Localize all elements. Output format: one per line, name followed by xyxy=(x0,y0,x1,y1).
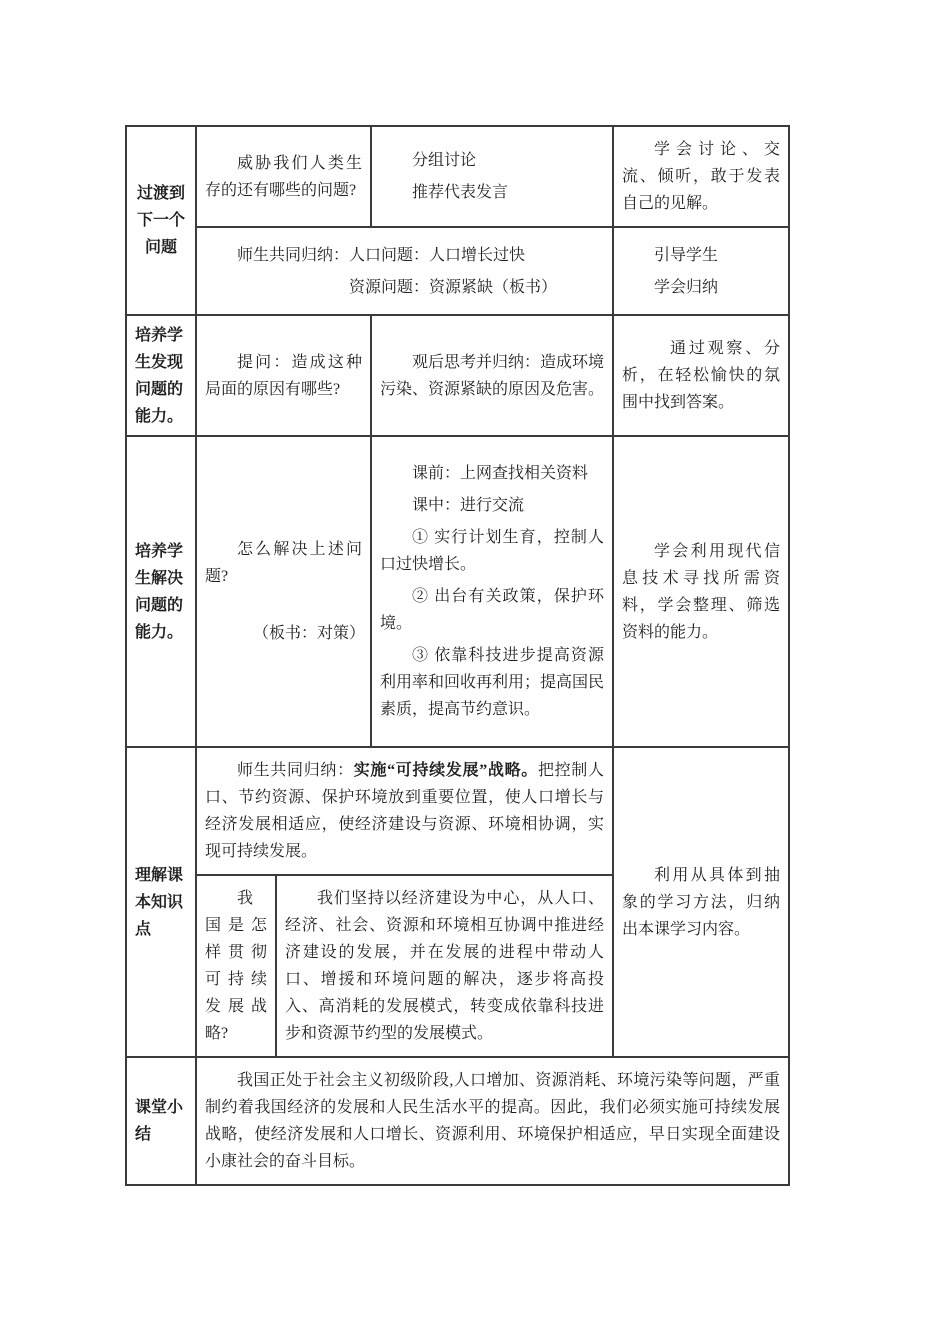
row-label-wrapup xyxy=(126,1057,196,1185)
row-label-solve xyxy=(126,436,196,747)
paragraph: 我们坚持以经济建设为中心，从人口、经济、社会、资源和环境相互协调中推进经济建设的发展，并在发展的进程中带动人口、增援和环境问题的解决，逐步将高投入、高消耗的发展模式，转变成依靠科技进步和资源节约型的发展模式。 xyxy=(285,890,605,1042)
row-transition xyxy=(126,126,789,227)
paragraph: （板书：对策） xyxy=(253,625,366,642)
cell-transition-question xyxy=(196,126,371,227)
paragraph: 怎么解决上述问题? xyxy=(205,541,363,585)
cell-understand-summary xyxy=(196,747,613,875)
summary-prefix: 师生共同归纳： xyxy=(237,762,354,779)
paragraph: 课中：进行交流 xyxy=(412,497,525,514)
summary-strategy-bold: 实施“可持续发展”战略。 xyxy=(353,762,538,779)
row-discover xyxy=(126,315,789,436)
row-label-text: 培养学生解决问题的能力。 xyxy=(135,542,184,641)
lesson-plan-table xyxy=(125,125,790,1186)
cell-solve-question xyxy=(196,436,371,747)
cell-transition-summary xyxy=(196,227,613,315)
row-label-text: 理解课本知识点 xyxy=(135,866,184,938)
paragraph: 师生共同归纳：人口问题：人口增长过快 xyxy=(237,246,526,264)
cell-wrapup-content xyxy=(196,1057,789,1185)
row-label-understand xyxy=(126,747,196,1057)
paragraph: ① 实行计划生育，控制人口过快增长。 xyxy=(380,529,605,573)
paragraph: 分组讨论 xyxy=(412,152,477,169)
cell-understand-subanswer xyxy=(276,875,613,1057)
row-label-text: 课堂小结 xyxy=(135,1099,184,1143)
paragraph: 引导学生 xyxy=(654,246,719,264)
paragraph: 通过观察、分析，在轻松愉快的氛围中找到答案。 xyxy=(622,340,781,411)
cell-transition-summary-intent xyxy=(613,227,789,315)
paragraph: ② 出台有关政策，保护环境。 xyxy=(380,588,605,632)
paragraph: 利用从具体到抽象的学习方法，归纳出本课学习内容。 xyxy=(622,866,781,938)
paragraph: 推荐代表发言 xyxy=(412,184,509,201)
row-understand xyxy=(126,747,789,875)
cell-solve-intent xyxy=(613,436,789,747)
paragraph: ③ 依靠科技进步提高资源利用率和回收再利用；提高国民素质，提高节约意识。 xyxy=(380,647,605,718)
cell-discover-intent xyxy=(613,315,789,436)
paragraph: 观后思考并归纳：造成环境污染、资源紧缺的原因及危害。 xyxy=(380,353,605,398)
paragraph xyxy=(205,757,604,865)
paragraph: 学会讨论、交流、倾听，敢于发表自己的见解。 xyxy=(622,141,781,212)
cell-understand-subquestion xyxy=(196,875,276,1057)
row-label-transition xyxy=(126,126,196,315)
cell-solve-activity xyxy=(371,436,613,747)
cell-understand-intent xyxy=(613,747,789,1057)
row-wrapup xyxy=(126,1057,789,1185)
cell-transition-intent xyxy=(613,126,789,227)
cell-discover-activity xyxy=(371,315,613,436)
paragraph: 我国是怎样贯彻可持续发展战略? xyxy=(205,890,267,1042)
paragraph: 提问：造成这种局面的原因有哪些? xyxy=(205,353,363,398)
paragraph: 学会归纳 xyxy=(654,278,719,296)
row-label-discover xyxy=(126,315,196,436)
row-transition-summary xyxy=(126,227,789,315)
summary-rest: 把控制人口、节约资源、保护环境放到重要位置，使人口增长与经济发展相适应，使经济建设与资源、环境相协调，实现可持续发展。 xyxy=(205,762,605,860)
cell-transition-activity xyxy=(371,126,613,227)
row-label-text: 培养学生发现问题的能力。 xyxy=(135,326,184,425)
row-solve xyxy=(126,436,789,747)
paragraph: 威胁我们人类生存的还有哪些的问题? xyxy=(205,154,363,199)
paragraph: 资源问题：资源紧缺（板书） xyxy=(349,278,558,296)
paragraph: 学会利用现代信息技术寻找所需资料，学会整理、筛选资料的能力。 xyxy=(622,542,781,641)
cell-discover-question xyxy=(196,315,371,436)
row-label-text: 过渡到下一个问题 xyxy=(136,185,185,256)
paragraph: 我国正处于社会主义初级阶段,人口增加、资源消耗、环境污染等问题，严重制约着我国经济的发展和人民生活水平的提高。因此，我们必须实施可持续发展战略，使经济发展和人口增长、资源利用、环境保护相适应，早日实现全面建设小康社会的奋斗目标。 xyxy=(205,1072,781,1170)
paragraph: 课前：上网查找相关资料 xyxy=(412,465,589,482)
